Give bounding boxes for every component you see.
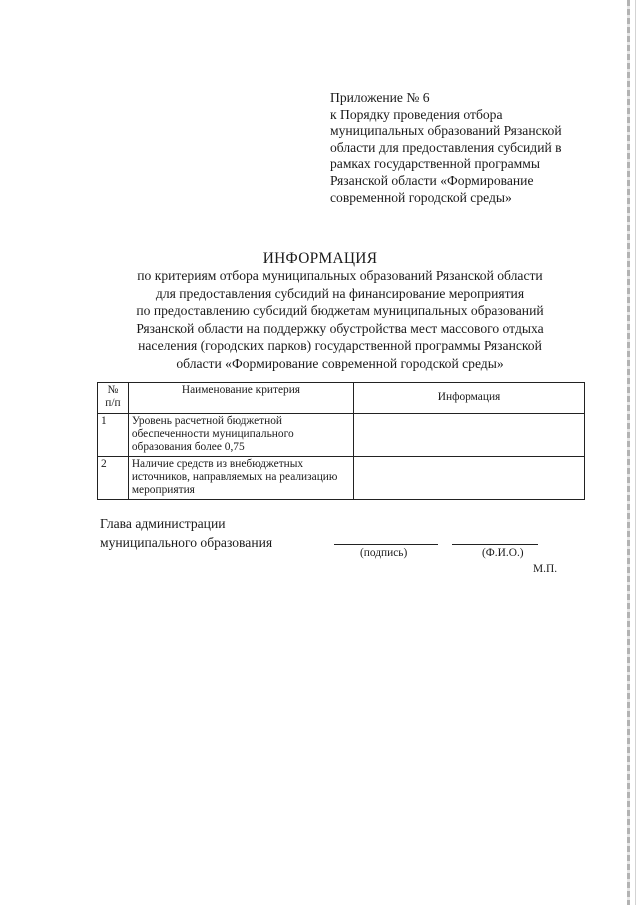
appendix-line: Приложение № 6 — [330, 90, 430, 105]
subtitle-line: по предоставлению субсидий бюджетам муниципальных образований — [136, 303, 544, 319]
fio-caption: (Ф.И.О.) — [482, 547, 524, 559]
fio-line — [452, 544, 538, 545]
subtitle-line: населения (городских парков) государственной программы Рязанской — [138, 338, 542, 354]
scan-edge-thin — [635, 0, 636, 905]
signature-line — [334, 544, 438, 545]
row-number: 2 — [98, 457, 129, 500]
table-row — [98, 457, 585, 500]
header-number: № п/п — [98, 383, 129, 414]
appendix-line: современной городской среды» — [330, 189, 512, 205]
row-criterion: Уровень расчетной бюджетной обеспеченности муниципального образования более 0,75 — [128, 414, 353, 457]
row-information — [354, 414, 585, 457]
table-header-row — [98, 383, 585, 414]
row-information — [354, 457, 585, 500]
appendix-line: области для предоставления субсидий в — [330, 139, 562, 155]
stamp-caption: М.П. — [533, 563, 558, 575]
appendix-line: к Порядку проведения отбора — [330, 106, 503, 122]
subtitle-line: Рязанской области на поддержку обустройства мест массового отдыха — [136, 320, 544, 336]
appendix-line: Рязанской области «Формирование — [330, 172, 534, 188]
signatory-organization: муниципального образования — [100, 535, 273, 550]
appendix-line: муниципальных образований Рязанской — [330, 123, 562, 139]
appendix-line: рамках государственной программы — [330, 156, 540, 172]
signatory-block — [100, 514, 272, 552]
row-number: 1 — [98, 414, 129, 457]
signatory-title: Глава администрации — [100, 516, 226, 531]
signature-caption: (подпись) — [360, 547, 408, 559]
header-criterion: Наименование критерия — [128, 383, 353, 414]
header-information: Информация — [354, 383, 585, 414]
subtitle-line: для предоставления субсидий на финансирование мероприятия — [155, 285, 525, 301]
criteria-table — [97, 382, 585, 500]
appendix-block — [330, 90, 590, 206]
scan-edge — [627, 0, 630, 905]
document-subtitle — [110, 267, 570, 373]
subtitle-line: области «Формирование современной городской среды» — [176, 355, 504, 371]
document-title: ИНФОРМАЦИЯ — [262, 250, 378, 267]
subtitle-line: по критериям отбора муниципальных образований Рязанской области — [137, 268, 543, 283]
table-row — [98, 414, 585, 457]
row-criterion: Наличие средств из внебюджетных источников, направляемых на реализацию мероприятия — [128, 457, 353, 500]
